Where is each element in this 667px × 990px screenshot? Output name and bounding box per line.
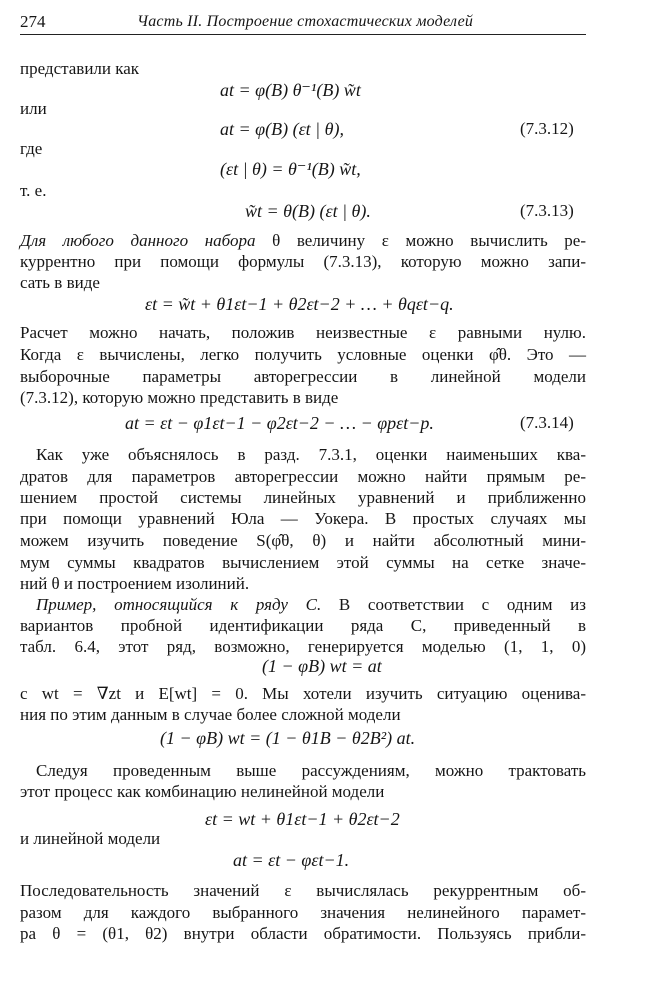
equation-number: (7.3.14) xyxy=(520,413,574,432)
text-line: где xyxy=(20,139,43,158)
paragraph-line: куррентно при помощи формулы (7.3.13), которую можно запи- xyxy=(20,252,586,271)
paragraph-line: при помощи уравнений Юла — Уокера. В простых случаях мы xyxy=(20,509,586,528)
page-number: 274 xyxy=(20,12,46,31)
text-line: т. е. xyxy=(20,181,47,200)
paragraph-line: ния по этим данным в случае более сложной модели xyxy=(20,705,401,724)
paragraph-line: выборочные параметры авторегрессии в линейной модели xyxy=(20,367,586,386)
running-title: Часть II. Построение стохастических моделей xyxy=(137,13,474,30)
text-span: θ величину ε можно вычислить ре- xyxy=(272,231,587,250)
paragraph-line: сать в виде xyxy=(20,273,100,292)
paragraph-line: можем изучить поведение S(φ̂θ, θ) и найти абсолютный мини- xyxy=(20,531,586,550)
equation: at = φ(B) (εt | θ), xyxy=(220,119,344,139)
paragraph-line: шением простой системы линейных уравнений и приближенно xyxy=(20,488,586,507)
paragraph-line: Следуя проведенным выше рассуждениям, можно трактовать xyxy=(36,761,586,780)
paragraph-line: Как уже объяснялось в разд. 7.3.1, оценки наименьших ква- xyxy=(36,445,586,464)
paragraph-line: с wt = ∇zt и E[wt] = 0. Мы хотели изучить ситуацию оценива- xyxy=(20,684,586,703)
equation: εt = wt + θ1εt−1 + θ2εt−2 xyxy=(205,809,400,829)
equation: at = εt − φ1εt−1 − φ2εt−2 − … − φpεt−p. xyxy=(125,413,434,433)
text-line: представили как xyxy=(20,59,140,78)
paragraph-line: ра θ = (θ1, θ2) внутри области обратимости. Пользуясь прибли- xyxy=(20,924,586,943)
equation: (εt | θ) = θ⁻¹(B) w̃t, xyxy=(220,159,361,179)
equation: at = φ(B) θ⁻¹(B) w̃t xyxy=(220,80,361,100)
text-line: или xyxy=(20,99,47,118)
equation: εt = w̃t + θ1εt−1 + θ2εt−2 + … + θqεt−q. xyxy=(145,294,454,314)
italic-phrase: Пример, относящийся к ряду С. xyxy=(36,595,322,614)
equation-number: (7.3.13) xyxy=(520,201,574,220)
paragraph-line: табл. 6.4, этот ряд, возможно, генерируется моделью (1, 1, 0) xyxy=(20,637,586,656)
italic-phrase: Для любого данного набора xyxy=(20,231,256,250)
equation: (1 − φB) wt = at xyxy=(262,656,382,676)
paragraph-line: разом для каждого выбранного значения нелинейного парамет- xyxy=(20,903,586,922)
paragraph-line: Когда ε вычислены, легко получить условные оценки φ̂θ. Это — xyxy=(20,345,586,364)
equation: (1 − φB) wt = (1 − θ1B − θ2B²) at. xyxy=(160,728,416,748)
equation: w̃t = θ(B) (εt | θ). xyxy=(245,201,371,221)
text-span: В соответствии с одним из xyxy=(338,595,586,614)
paragraph-line: Последовательность значений ε вычислялась рекуррентным об- xyxy=(20,881,586,900)
paragraph-line: Расчет можно начать, положив неизвестные ε равными нулю. xyxy=(20,323,586,342)
equation-number: (7.3.12) xyxy=(520,119,574,138)
paragraph-line xyxy=(36,594,586,615)
text-line: и линейной модели xyxy=(20,829,161,848)
paragraph-line: мум суммы квадратов вычислением этой суммы на сетке значе- xyxy=(20,553,586,572)
paragraph-line: этот процесс как комбинацию нелинейной модели xyxy=(20,782,385,801)
paragraph-line xyxy=(20,230,586,251)
paragraph-line: вариантов пробной идентификации ряда С, приведенный в xyxy=(20,616,586,635)
running-header xyxy=(20,12,586,35)
paragraph-line: ний θ и построением изолиний. xyxy=(20,574,250,593)
paragraph-line: (7.3.12), которую можно представить в виде xyxy=(20,388,339,407)
equation: at = εt − φεt−1. xyxy=(233,850,350,870)
paragraph-line: дратов для параметров авторегрессии можно найти прямым ре- xyxy=(20,467,586,486)
